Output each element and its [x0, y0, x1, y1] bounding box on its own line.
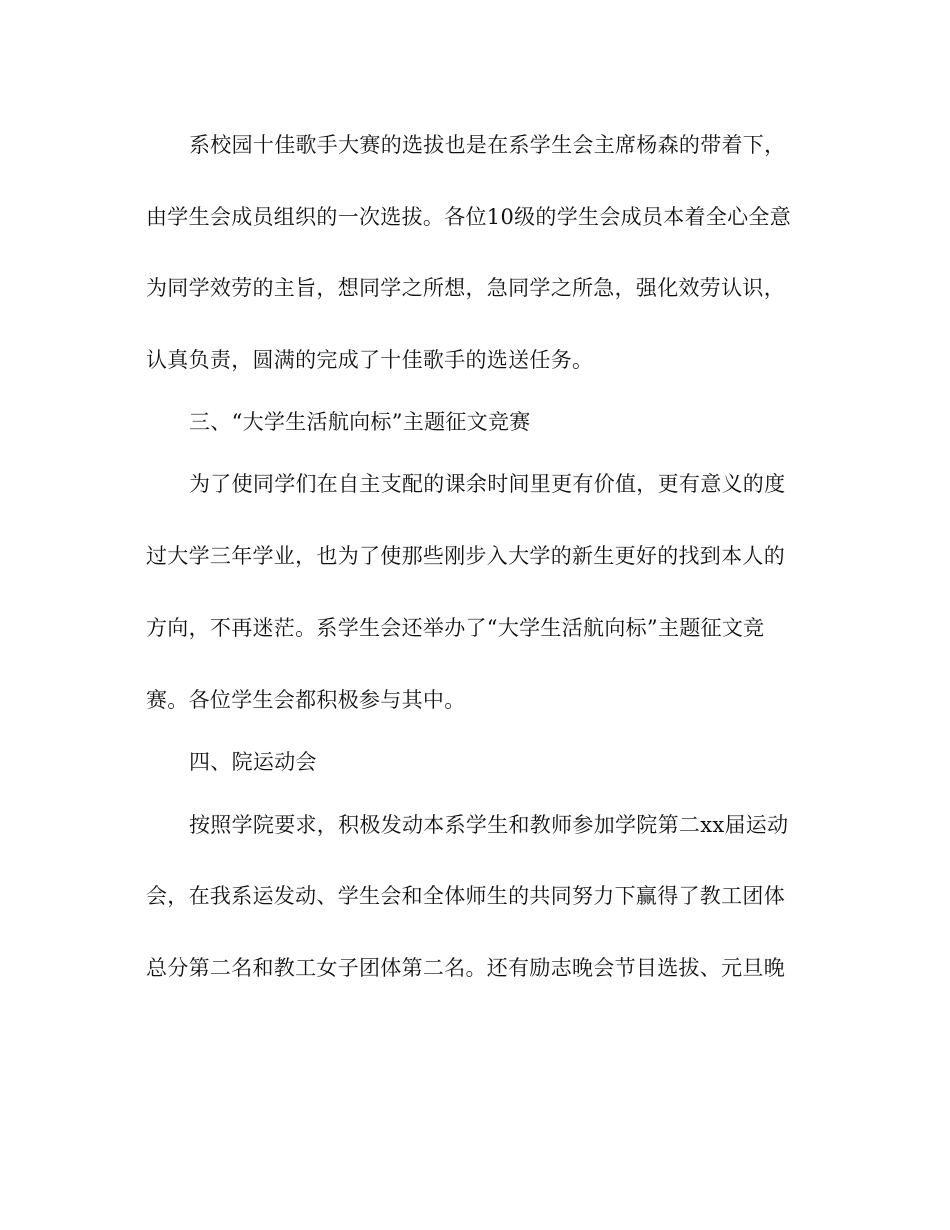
- paragraph-line: 过大学三年学业，也为了使那些刚步入大学的新生更好的找到本人的: [146, 544, 785, 568]
- section-heading: 三、“大学生活航向标”主题征文竞赛: [189, 410, 531, 434]
- paragraph-line: 方向，不再迷茫。系学生会还举办了“大学生活航向标”主题征文竞: [146, 616, 765, 640]
- paragraph-line: 认真负责，圆满的完成了十佳歌手的选送任务。: [146, 348, 594, 372]
- paragraph-line: 总分第二名和教工女子团体第二名。还有励志晚会节目选拔、元旦晚: [146, 956, 785, 980]
- paragraph-line: 由学生会成员组织的一次选拔。各位10级的学生会成员本着全心全意: [146, 205, 792, 229]
- paragraph-line: 为了使同学们在自主支配的课余时间里更有价值，更有意义的度: [189, 472, 786, 496]
- paragraph-line: 按照学院要求，积极发动本系学生和教师参加学院第二xx届运动: [189, 813, 789, 837]
- paragraph-line: 系校园十佳歌手大赛的选拔也是在系学生会主席杨森的带着下，: [189, 133, 786, 157]
- paragraph-line: 赛。各位学生会都积极参与其中。: [146, 688, 466, 712]
- paragraph-line: 为同学效劳的主旨，想同学之所想，急同学之所急，强化效劳认识，: [146, 276, 785, 300]
- section-heading: 四、院运动会: [189, 750, 317, 774]
- paragraph-line: 会，在我系运发动、学生会和全体师生的共同努力下赢得了教工团体: [146, 884, 785, 908]
